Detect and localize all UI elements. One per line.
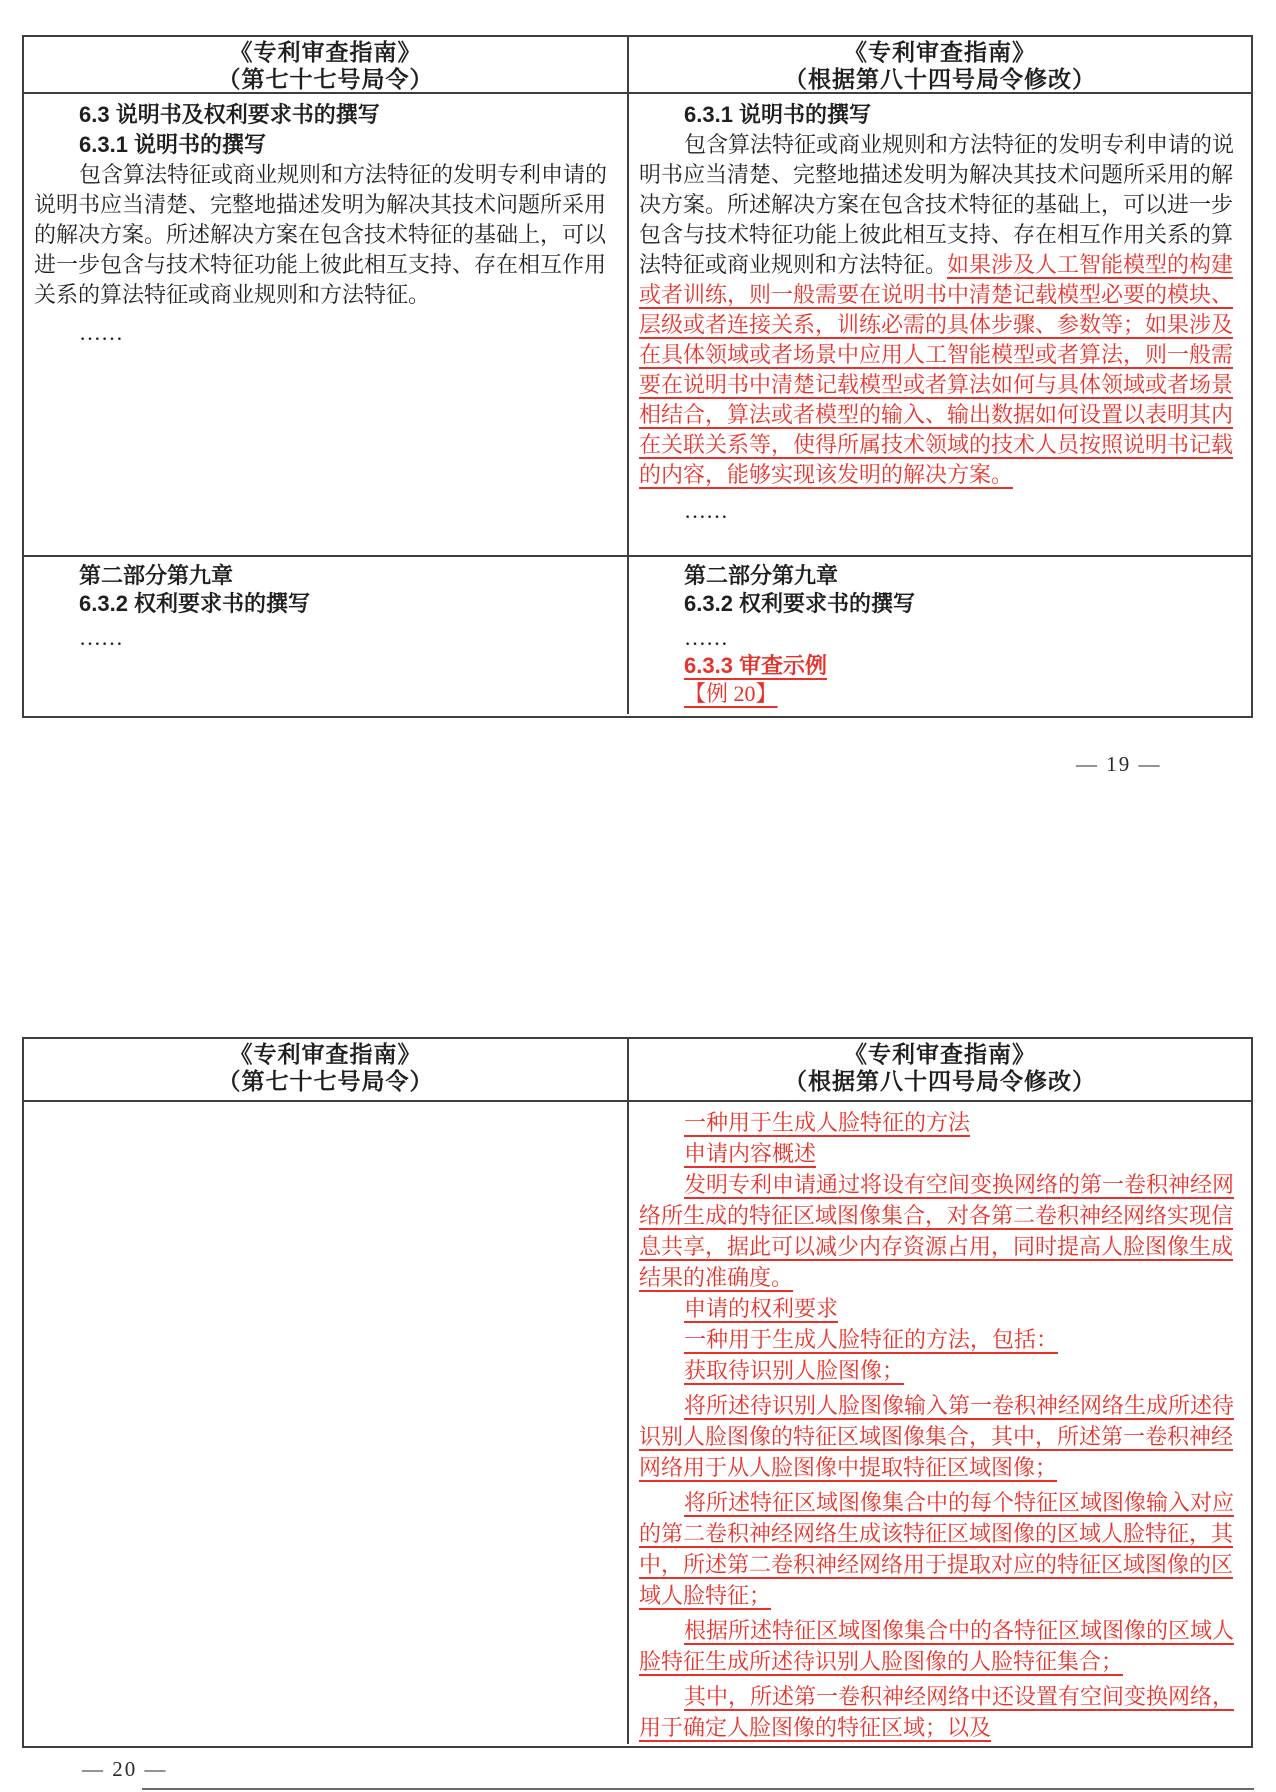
table1-row-section-6-3 (24, 94, 1251, 557)
unchanged-text-run: 包含算法特征或商业规则和方法特征的发明专利申请的说明书应当清楚、完整地描述发明为解决其技术问题所采用的解决方案。所述解决方案在包含技术特征的基础上，可以进一步包含与技术特征功能上彼此相互支持、存在相互作用关系的算法特征或商业规则和方法特征。 (639, 132, 1235, 277)
claim-step-feature-set: 根据所述特征区域图像集合中的各特征区域图像的区域人脸特征生成所述待识别人脸图像的人脸特征集合； (639, 1618, 1235, 1674)
table1-row-section-6-3-2 (24, 557, 1251, 714)
table2-header-old-version (24, 1039, 629, 1100)
new-version-subtitle: （根据第八十四号局令修改） (784, 67, 1096, 92)
section-heading-6-3-1: 6.3.1 说明书的撰写 (79, 132, 267, 157)
section-heading-6-3-2: 6.3.2 权利要求书的撰写 (684, 591, 916, 616)
claim-step-first-cnn: 将所述待识别人脸图像输入第一卷积神经网络生成所述待识别人脸图像的特征区域图像集合，其中，所述第一卷积神经网络用于从人脸图像中提取特征区域图像； (639, 1393, 1235, 1480)
new-body-paragraph (639, 130, 1239, 490)
inserted-heading-6-3-3: 6.3.3 审查示例 (684, 653, 828, 678)
old-version-subtitle: （第七十七号局令） (217, 67, 434, 92)
new-version-subtitle: （根据第八十四号局令修改） (784, 1069, 1096, 1094)
inserted-text-run: 如果涉及人工智能模型的构建或者训练，则一般需要在说明书中清楚记载模型必要的模块、层级或者连接关系，训练必需的具体步骤、参数等；如果涉及在具体领域或者场景中应用人工智能模型或者算法，则一般需要在说明书中清楚记载模型或者算法如何与具体领域或者场景相结合，算法或者模型的输入、输出数据如何设置以表明其内在关联关系等，使得所属技术领域的技术人员按照说明书记载的内容，能够实现该发明的解决方案。 (639, 252, 1234, 487)
new-version-title: 《专利审查指南》 (844, 40, 1036, 65)
old-text-cell-6-3 (24, 94, 629, 555)
new-version-title: 《专利审查指南》 (844, 1042, 1036, 1067)
claims-label: 申请的权利要求 (684, 1296, 839, 1321)
new-text-cell-6-3-2 (629, 557, 1251, 714)
table1-header-old-version (24, 37, 629, 92)
example-title: 一种用于生成人脸特征的方法 (684, 1110, 971, 1135)
ellipsis-mark: …… (79, 320, 123, 345)
table1-header-row (24, 37, 1251, 94)
inserted-example-20-label: 【例 20】 (684, 681, 778, 706)
claim-step-second-cnn: 将所述特征区域图像集合中的每个特征区域图像输入对应的第二卷积神经网络生成该特征区域图像的区域人脸特征，其中，所述第二卷积神经网络用于提取对应的特征区域图像的区域人脸特征； (639, 1490, 1235, 1608)
old-text-cell-6-3-2 (24, 557, 629, 714)
guideline-comparison-table-page20 (22, 1037, 1253, 1748)
new-text-cell-example-20 (629, 1102, 1251, 1744)
part2-chapter9-label: 第二部分第九章 (684, 563, 839, 588)
new-text-cell-6-3-1 (629, 94, 1251, 555)
old-version-title: 《专利审查指南》 (229, 1042, 422, 1067)
old-body-paragraph: 包含算法特征或商业规则和方法特征的发明专利申请的说明书应当清楚、完整地描述发明为解决其技术问题所采用的解决方案。所述解决方案在包含技术特征的基础上，可以进一步包含与技术特征功能上彼此相互支持、存在相互作用关系的算法特征或商业规则和方法特征。 (34, 162, 608, 307)
guideline-comparison-table-page19 (22, 35, 1253, 718)
old-text-cell-empty (24, 1102, 629, 1744)
page-number-20: — 20 — (82, 1757, 168, 1781)
section-heading-6-3: 6.3 说明书及权利要求书的撰写 (79, 102, 380, 127)
table2-header-row (24, 1039, 1251, 1102)
section-heading-6-3-2: 6.3.2 权利要求书的撰写 (79, 591, 311, 616)
table2-body-row (24, 1102, 1251, 1744)
claim-step-spatial-transform: 其中，所述第一卷积神经网络中还设置有空间变换网络，用于确定人脸图像的特征区域；以及 (639, 1684, 1235, 1740)
old-version-subtitle: （第七十七号局令） (217, 1069, 434, 1094)
old-version-title: 《专利审查指南》 (229, 40, 422, 65)
application-overview-label: 申请内容概述 (684, 1141, 817, 1166)
part2-chapter9-label: 第二部分第九章 (79, 563, 234, 588)
cropped-next-table-border (142, 1788, 1254, 1790)
claim-preamble: 一种用于生成人脸特征的方法，包括： (684, 1327, 1059, 1352)
claim-step-acquire: 获取待识别人脸图像； (684, 1358, 905, 1383)
ellipsis-mark: …… (684, 498, 728, 523)
section-heading-6-3-1-new: 6.3.1 说明书的撰写 (684, 102, 872, 127)
ellipsis-mark: …… (79, 625, 123, 650)
table2-header-new-version (629, 1039, 1251, 1100)
application-overview-paragraph: 发明专利申请通过将设有空间变换网络的第一卷积神经网络所生成的特征区域图像集合，对各第二卷积神经网络实现信息共享，据此可以减少内存资源占用，同时提高人脸图像生成结果的准确度。 (639, 1172, 1235, 1290)
ellipsis-mark: …… (684, 625, 728, 650)
page-number-19: — 19 — (1076, 752, 1162, 776)
table1-header-new-version (629, 37, 1251, 92)
